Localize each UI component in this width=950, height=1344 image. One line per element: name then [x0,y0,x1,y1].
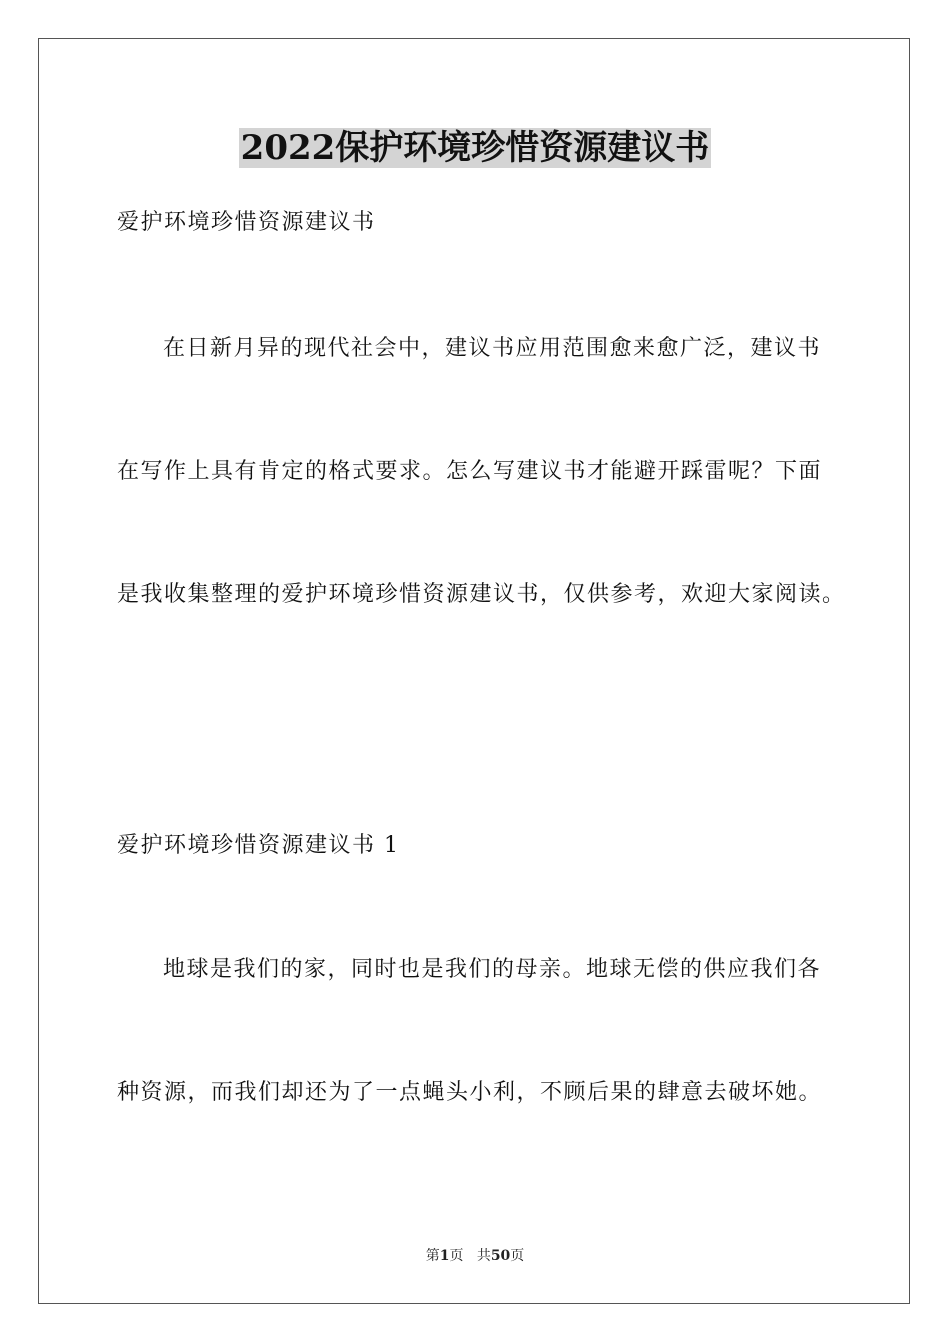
paragraph-line: 在日新月异的现代社会中，建议书应用范围愈来愈广泛，建议书 [163,336,822,361]
total-suffix: 页 [510,1248,525,1264]
paragraph-line: 种资源，而我们却还为了一点蝇头小利，不顾后果的肆意去破坏她。 [117,1080,823,1105]
page-number: 1 [439,1248,450,1264]
total-prefix: 共 [476,1248,491,1264]
page-suffix: 页 [449,1248,464,1264]
paragraph-line: 是我收集整理的爱护环境珍惜资源建议书，仅供参考，欢迎大家阅读。 [117,582,846,607]
page-prefix: 第 [425,1248,440,1264]
paragraph-line: 在写作上具有肯定的格式要求。怎么写建议书才能避开踩雷呢？下面 [117,459,823,484]
document-title [0,126,950,170]
paragraph-line: 地球是我们的家，同时也是我们的母亲。地球无偿的供应我们各 [163,957,822,982]
total-pages: 50 [490,1248,511,1264]
subtitle-line: 爱护环境珍惜资源建议书 [117,210,376,235]
document-title-text: 2022保护环境珍惜资源建议书 [240,128,710,168]
section-heading: 爱护环境珍惜资源建议书 1 [117,833,400,858]
page-footer [0,1246,950,1266]
